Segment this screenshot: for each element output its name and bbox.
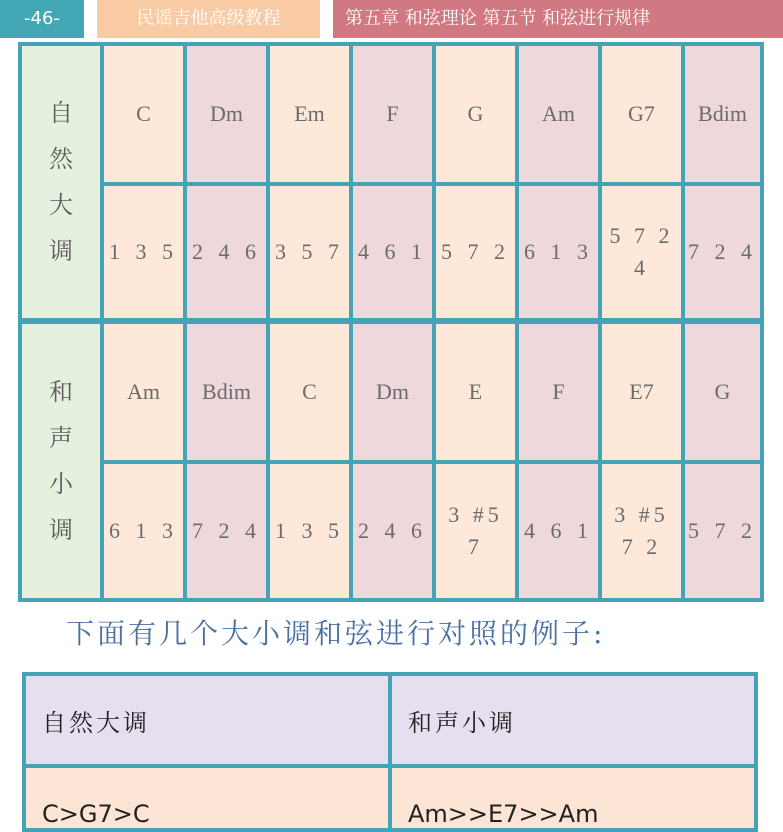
chord-cell: Bdim xyxy=(685,46,760,182)
degree-cell: 7 2 4 xyxy=(187,464,266,598)
chord-cell: Am xyxy=(519,46,598,182)
degree-cell xyxy=(436,464,515,598)
label-char: 自 xyxy=(49,99,73,127)
degree-cell xyxy=(602,186,681,318)
degree-line: 3 #5 xyxy=(614,502,669,527)
chord-cell: C xyxy=(104,46,183,182)
chapter-title: 第五章 和弦理论 第五节 和弦进行规律 xyxy=(333,0,783,38)
header-natural-major: 自然大调 xyxy=(26,676,388,764)
chord-table xyxy=(18,42,764,602)
chord-cell: Em xyxy=(270,46,349,182)
section-subtitle: 下面有几个大小调和弦进行对照的例子: xyxy=(66,617,606,650)
table-cell: Am>>E7>>Am xyxy=(392,768,754,828)
label-harmonic-minor xyxy=(22,324,100,598)
page-header xyxy=(0,0,783,38)
degree-cell: 3 5 7 xyxy=(270,186,349,318)
chord-cell: Dm xyxy=(187,46,266,182)
book-title: 民谣吉他高级教程 xyxy=(97,0,320,38)
degree-cell: 6 1 3 xyxy=(519,186,598,318)
label-char: 和 xyxy=(49,378,73,406)
label-char: 大 xyxy=(49,191,73,219)
degree-cell: 2 4 6 xyxy=(187,186,266,318)
chord-cell: C xyxy=(270,324,349,460)
label-natural-major xyxy=(22,46,100,318)
page-number: -46- xyxy=(0,0,84,38)
degree-cell: 4 6 1 xyxy=(519,464,598,598)
label-char: 小 xyxy=(49,470,73,498)
table-cell: C>G7>C xyxy=(26,768,388,828)
chord-cell: Am xyxy=(104,324,183,460)
chord-cell: G xyxy=(685,324,760,460)
chord-cell: E xyxy=(436,324,515,460)
degree-line: 7 2 xyxy=(621,534,662,559)
degree-line: 4 xyxy=(634,255,649,280)
chord-cell: E7 xyxy=(602,324,681,460)
label-char: 调 xyxy=(49,237,73,265)
degree-line: 7 xyxy=(468,534,483,559)
degree-cell: 7 2 4 xyxy=(685,186,760,318)
degree-line: 3 #5 xyxy=(448,502,503,527)
label-char: 调 xyxy=(49,516,73,544)
label-char: 声 xyxy=(49,424,73,452)
chord-cell: G xyxy=(436,46,515,182)
degree-cell: 1 3 5 xyxy=(270,464,349,598)
label-char: 然 xyxy=(49,145,73,173)
degree-cell: 1 3 5 xyxy=(104,186,183,318)
degree-cell: 4 6 1 xyxy=(353,186,432,318)
header-harmonic-minor: 和声小调 xyxy=(392,676,754,764)
degree-cell: 6 1 3 xyxy=(104,464,183,598)
degree-cell: 5 7 2 xyxy=(436,186,515,318)
degree-cell: 5 7 2 xyxy=(685,464,760,598)
chord-cell: F xyxy=(353,46,432,182)
degree-cell xyxy=(602,464,681,598)
degree-cell: 2 4 6 xyxy=(353,464,432,598)
degree-line: 5 7 2 xyxy=(609,223,674,248)
chord-cell: F xyxy=(519,324,598,460)
chord-cell: Dm xyxy=(353,324,432,460)
chord-cell: G7 xyxy=(602,46,681,182)
chord-cell: Bdim xyxy=(187,324,266,460)
comparison-table xyxy=(22,672,758,832)
